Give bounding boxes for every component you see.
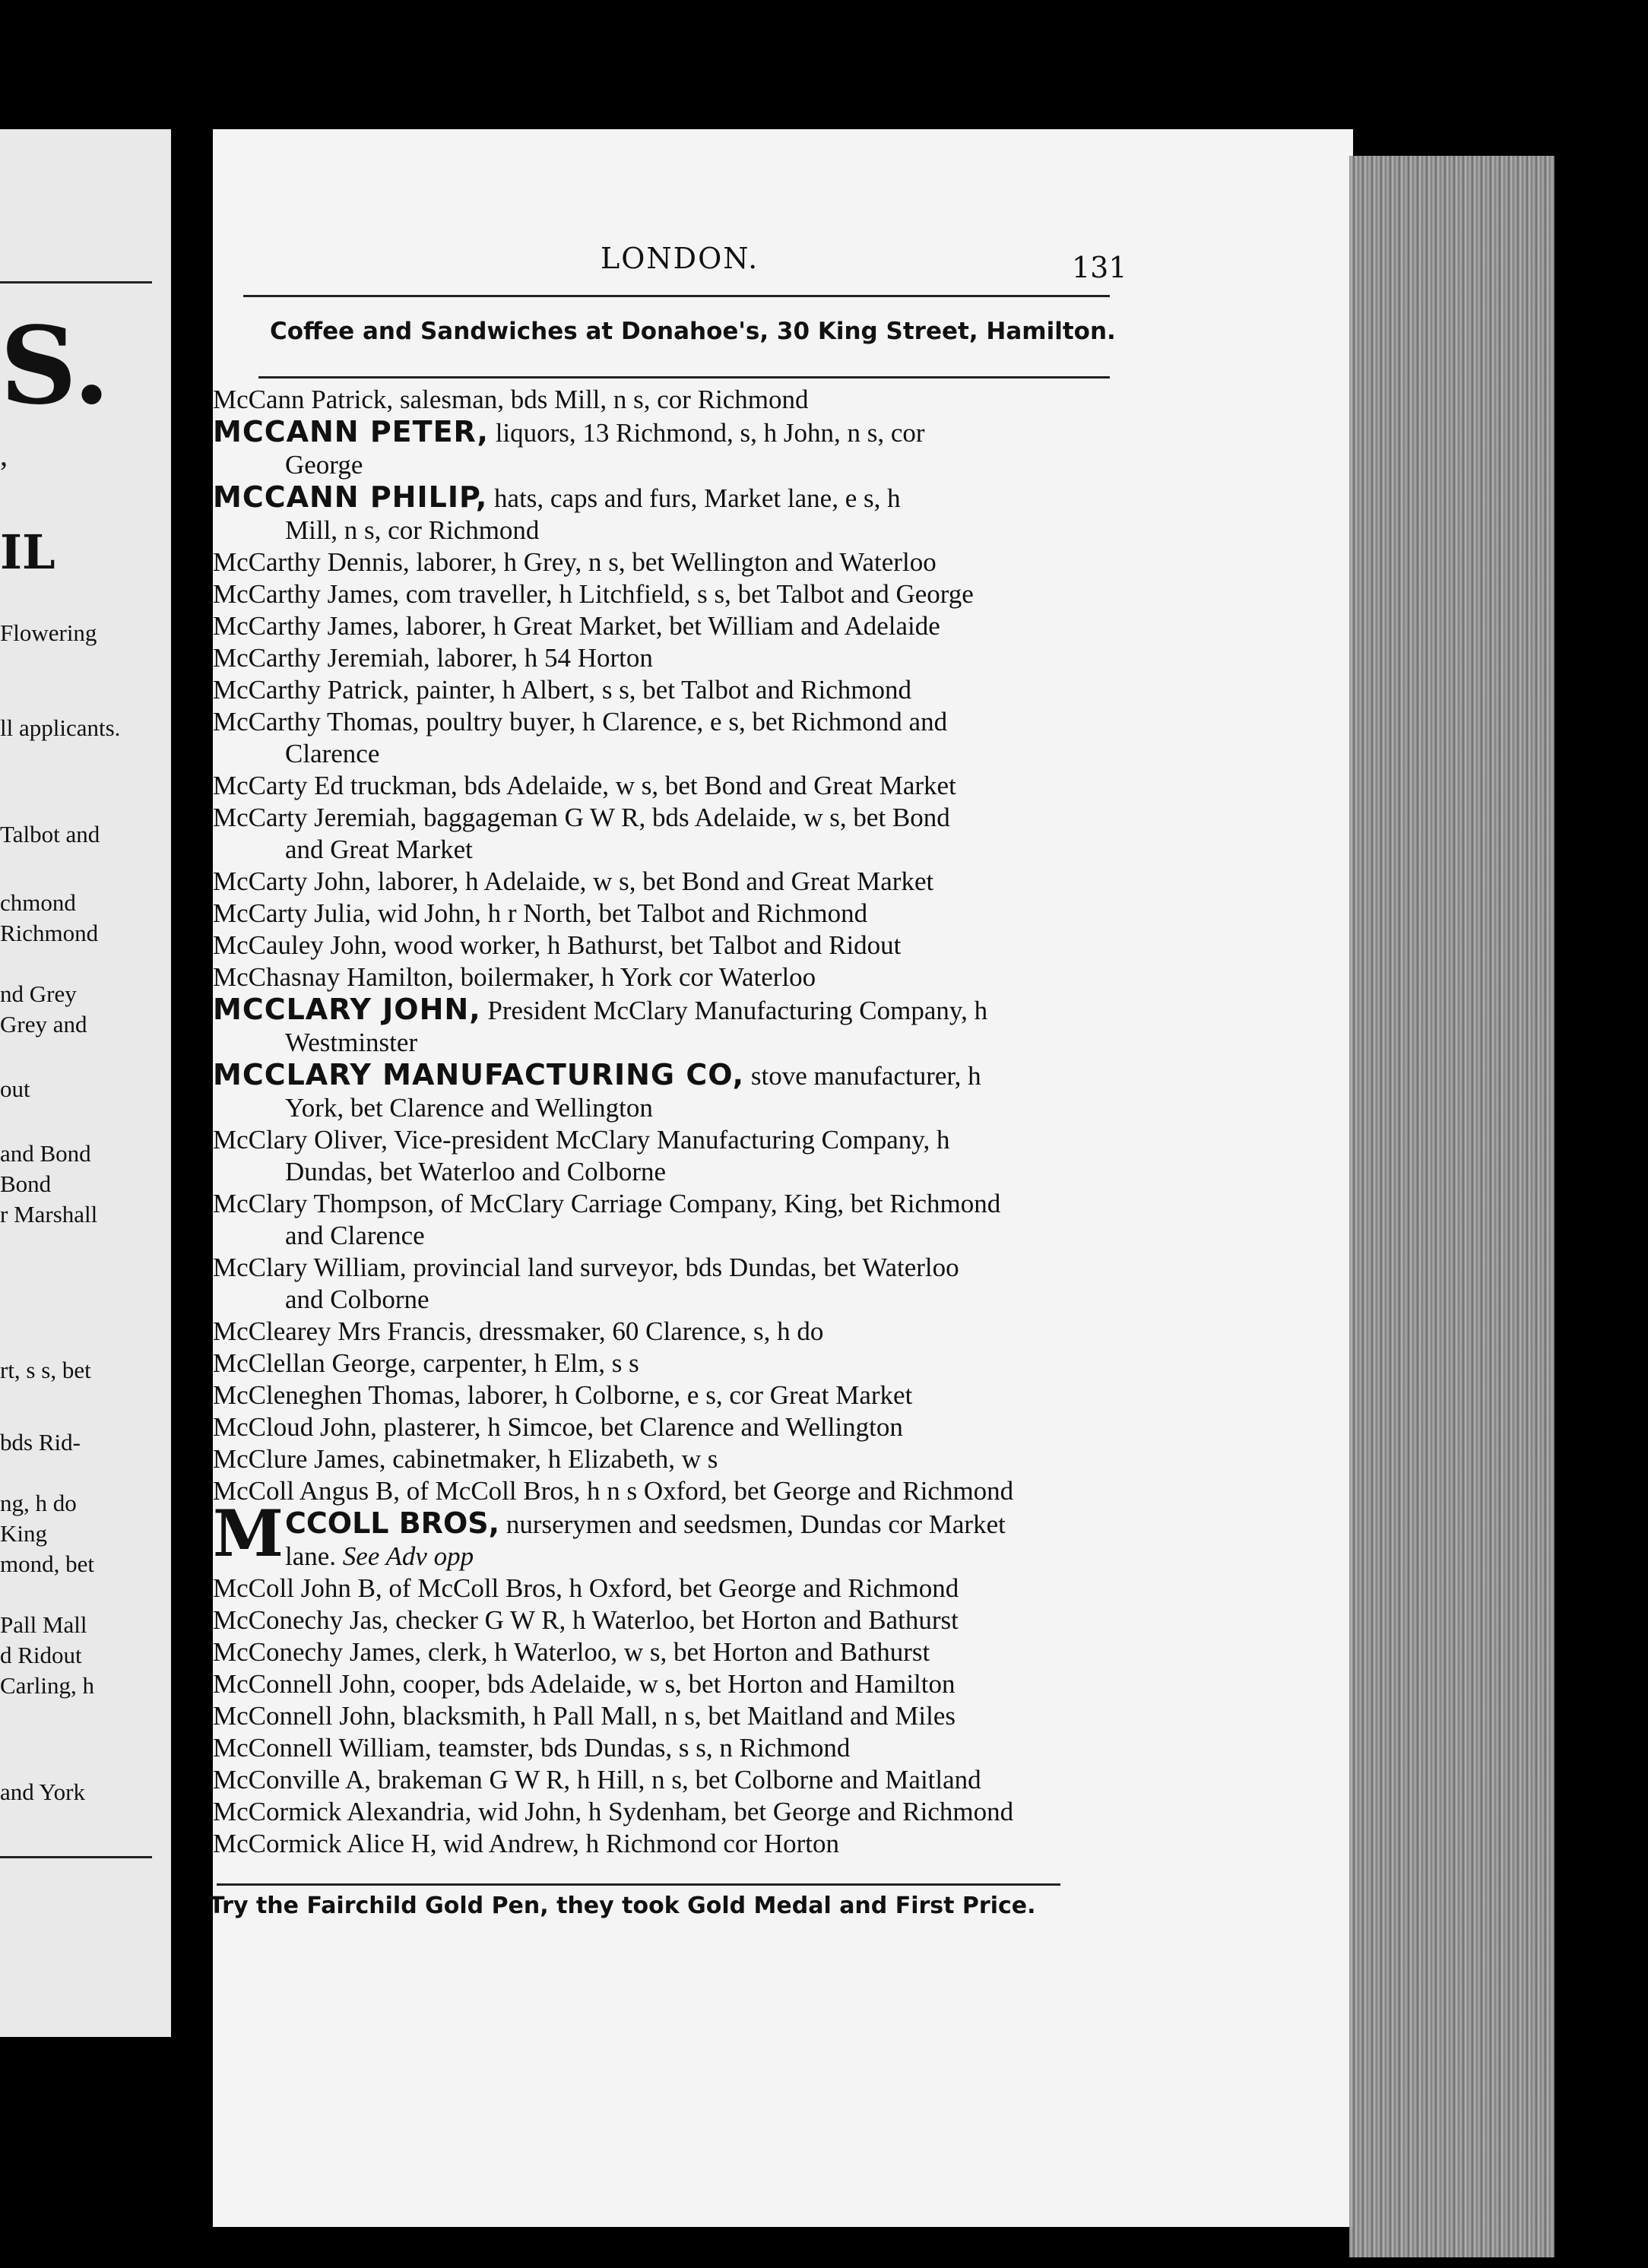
entry-details: nurserymen and seedsmen, Dundas cor Market <box>499 1509 1006 1539</box>
facing-page-fragment: nd Grey <box>0 980 77 1007</box>
facing-page-fragment: chmond <box>0 889 76 916</box>
header-rule <box>258 376 1110 379</box>
directory-entry <box>213 1475 1125 1507</box>
facing-page-rule <box>0 1856 152 1858</box>
entry-continuation-text: lane. <box>285 1541 337 1571</box>
facing-page-fragment: King <box>0 1520 47 1547</box>
entry-name: McCormick Alice H, <box>213 1829 437 1858</box>
facing-page-letters: IL <box>0 524 55 580</box>
directory-entry <box>213 1796 1125 1828</box>
entry-continuation-text: York, bet Clarence and Wellington <box>285 1093 653 1123</box>
facing-page-fragment: Carling, h <box>0 1672 94 1699</box>
entry-continuation-text: and Clarence <box>285 1221 425 1250</box>
entry-continuation <box>213 449 1125 481</box>
entry-details: President McClary Manufacturing Company, h <box>480 996 988 1025</box>
entry-details: cooper, bds Adelaide, w s, bet Horton and Hamilton <box>396 1669 956 1699</box>
entry-name: McCarthy James, <box>213 611 399 641</box>
facing-page-fragment: Bond <box>0 1170 52 1197</box>
directory-entry <box>213 481 1125 546</box>
facing-page-fragment: mond, bet <box>0 1551 94 1577</box>
directory-entry <box>213 1252 1125 1316</box>
entry-continuation-text: Mill, n s, cor Richmond <box>285 515 540 545</box>
entry-name: MCCLARY MANUFACTURING CO, <box>213 1058 745 1091</box>
directory-entry <box>213 770 1125 802</box>
entry-details: stove manufacturer, h <box>744 1061 981 1091</box>
directory-entry <box>213 384 1125 416</box>
entry-continuation <box>213 1027 1125 1059</box>
entry-details: clerk, h Waterloo, w s, bet Horton and Bathurst <box>421 1637 930 1667</box>
page-number: 131 <box>1072 251 1127 284</box>
entry-details: hats, caps and furs, Market lane, e s, h <box>487 483 901 513</box>
entry-continuation <box>213 1092 1125 1124</box>
facing-page-fragment: Grey and <box>0 1011 87 1037</box>
entry-name: McConnell William, <box>213 1733 432 1763</box>
facing-page-fragment: and York <box>0 1779 85 1805</box>
entry-continuation-text: and Colborne <box>285 1284 429 1314</box>
facing-page-fragment: ll applicants. <box>0 714 121 741</box>
entry-continuation <box>213 834 1125 866</box>
entry-name: McClure James, <box>213 1444 386 1474</box>
entry-details: laborer, h Grey, n s, bet Wellington and Waterloo <box>409 547 937 577</box>
entry-continuation <box>213 515 1125 546</box>
directory-entry <box>213 1636 1125 1668</box>
entry-name: McConville A, <box>213 1765 372 1794</box>
facing-page-fragment: Pall Mall <box>0 1611 87 1638</box>
facing-page-fragment: Richmond <box>0 920 99 946</box>
entry-details: laborer, h Adelaide, w s, bet Bond and Great Market <box>371 866 934 896</box>
entry-name: McColl Angus B, <box>213 1476 401 1506</box>
top-advertisement: Coffee and Sandwiches at Donahoe's, 30 King Street, Hamilton. <box>270 318 1116 345</box>
entry-continuation <box>213 1541 1125 1573</box>
entry-name: McCormick Alexandria, <box>213 1797 472 1826</box>
facing-page-fragment: and Bond <box>0 1140 91 1167</box>
entry-name: McClary Oliver, <box>213 1125 388 1155</box>
entry-continuation-text: Clarence <box>285 739 380 768</box>
running-head: LONDON. <box>601 242 759 275</box>
bottom-advertisement: Try the Fairchild Gold Pen, they took Gold Medal and First Price. <box>209 1893 1036 1919</box>
entry-name: McCleneghen Thomas, <box>213 1380 461 1410</box>
entry-details: boilermaker, h York cor Waterloo <box>453 962 816 992</box>
entry-name: McColl John B, <box>213 1573 382 1603</box>
directory-entry <box>213 866 1125 898</box>
facing-page-fragment: ng, h do <box>0 1490 77 1516</box>
directory-entry <box>213 961 1125 993</box>
facing-page-fragment: rt, s s, bet <box>0 1357 91 1383</box>
directory-entry <box>213 578 1125 610</box>
entry-name: MCCLARY JOHN, <box>213 993 481 1026</box>
entry-details: teamster, bds Dundas, s s, n Richmond <box>431 1733 851 1763</box>
entry-details: laborer, h Colborne, e s, cor Great Market <box>460 1380 913 1410</box>
entry-details: dressmaker, 60 Clarence, s, h do <box>472 1316 824 1346</box>
entry-name: McConechy James, <box>213 1637 422 1667</box>
entry-name: McCarthy Patrick, <box>213 675 410 705</box>
entry-details: painter, h Albert, s s, bet Talbot and Richmond <box>409 675 911 705</box>
directory-entry <box>213 1316 1125 1348</box>
facing-page <box>0 129 171 2037</box>
directory-entry <box>213 416 1125 481</box>
directory-entry <box>213 1764 1125 1796</box>
entry-continuation <box>213 738 1125 770</box>
entry-name: McCarthy Jeremiah, <box>213 643 430 673</box>
directory-entry <box>213 642 1125 674</box>
entry-details: of McColl Bros, h Oxford, bet George and Richmond <box>382 1573 959 1603</box>
entry-details: wid Andrew, h Richmond cor Horton <box>436 1829 839 1858</box>
entry-name: McClellan George, <box>213 1348 417 1378</box>
facing-page-fragment: Flowering <box>0 619 97 646</box>
facing-page-fragment: r Marshall <box>0 1201 98 1227</box>
directory-entry <box>213 1496 1125 1573</box>
footer-rule <box>217 1883 1060 1886</box>
entry-details: plasterer, h Simcoe, bet Clarence and Wellington <box>376 1412 903 1442</box>
directory-entry <box>213 1828 1125 1860</box>
directory-entry <box>213 993 1125 1059</box>
entry-details: provincial land surveyor, bds Dundas, bet Waterloo <box>406 1253 959 1282</box>
directory-entry <box>213 1379 1125 1411</box>
entry-name: McCarty John, <box>213 866 372 896</box>
entry-continuation <box>213 1220 1125 1252</box>
directory-entry <box>213 1188 1125 1252</box>
entry-name: McConnell John, <box>213 1701 397 1731</box>
entry-name: McClary William, <box>213 1253 407 1282</box>
entry-details: checker G W R, h Waterloo, bet Horton and Bathurst <box>388 1605 959 1635</box>
entry-name: McCarty Ed <box>213 771 344 800</box>
entry-name: MCCANN PETER, <box>213 415 489 448</box>
facing-page-fragment: , <box>0 438 8 472</box>
entry-details: truckman, bds Adelaide, w s, bet Bond and Great Market <box>344 771 956 800</box>
entry-details: brakeman G W R, h Hill, n s, bet Colborne and Maitland <box>371 1765 981 1794</box>
entry-details: wid John, h Sydenham, bet George and Richmond <box>471 1797 1014 1826</box>
entry-details: liquors, 13 Richmond, s, h John, n s, cor <box>488 418 925 448</box>
directory-entry <box>213 610 1125 642</box>
facing-page-fragment: out <box>0 1075 30 1102</box>
entry-name: McCarty Jeremiah, <box>213 803 417 832</box>
entry-continuation-text: Westminster <box>285 1028 418 1057</box>
facing-page-rule <box>0 281 152 284</box>
directory-entry <box>213 706 1125 770</box>
facing-page-fragment: d Ridout <box>0 1642 82 1668</box>
entry-details: cabinetmaker, h Elizabeth, w s <box>385 1444 718 1474</box>
entry-details: laborer, h 54 Horton <box>429 643 653 673</box>
facing-page-fragment: Talbot and <box>0 821 100 847</box>
page-edge <box>1349 156 1555 2257</box>
directory-entry <box>213 546 1125 578</box>
entry-continuation <box>213 1284 1125 1316</box>
entry-name: McClearey Mrs Francis, <box>213 1316 473 1346</box>
directory-entry <box>213 1604 1125 1636</box>
directory-entry <box>213 802 1125 866</box>
facing-page-fragment: bds Rid- <box>0 1429 81 1456</box>
entry-name: McConechy Jas, <box>213 1605 389 1635</box>
directory-listing <box>213 384 1125 1860</box>
entry-name: McCarthy Dennis, <box>213 547 410 577</box>
directory-entry <box>213 1124 1125 1188</box>
directory-entry <box>213 1348 1125 1379</box>
entry-continuation-text: and Great Market <box>285 835 473 864</box>
entry-details: wid John, h r North, bet Talbot and Richmond <box>371 898 868 928</box>
entry-details: wood worker, h Bathurst, bet Talbot and Ridout <box>387 930 902 960</box>
directory-entry <box>213 1700 1125 1732</box>
entry-details: of McClary Carriage Company, King, bet Richmond <box>434 1189 1001 1218</box>
entry-continuation-text: Dundas, bet Waterloo and Colborne <box>285 1157 667 1186</box>
facing-page-letter: S. <box>0 304 110 429</box>
entry-details: of McColl Bros, h n s Oxford, bet George and Richmond <box>400 1476 1014 1506</box>
entry-details: Vice-president McClary Manufacturing Company, h <box>387 1125 950 1155</box>
entry-name: McCloud John, <box>213 1412 377 1442</box>
entry-name: McCarthy Thomas, <box>213 707 420 736</box>
directory-entry <box>213 1573 1125 1604</box>
entry-name: McClary Thompson, <box>213 1189 435 1218</box>
entry-continuation-text: George <box>285 450 363 480</box>
entry-name: McCarthy James, <box>213 579 399 609</box>
entry-continuation <box>213 1156 1125 1188</box>
advertisement-reference: See Adv opp <box>342 1541 474 1571</box>
entry-name: McChasnay Hamilton, <box>213 962 454 992</box>
entry-details: blacksmith, h Pall Mall, n s, bet Maitland and Miles <box>396 1701 956 1731</box>
entry-name: MCCANN PHILIP, <box>213 480 488 514</box>
entry-name: McCann Patrick, <box>213 385 394 414</box>
directory-entry <box>213 1732 1125 1764</box>
directory-entry <box>213 898 1125 930</box>
directory-entry <box>213 1443 1125 1475</box>
entry-name: McConnell John, <box>213 1669 397 1699</box>
directory-entry <box>213 1059 1125 1124</box>
entry-name: CCOLL BROS, <box>284 1506 500 1540</box>
directory-entry <box>213 1668 1125 1700</box>
header-rule <box>243 295 1110 297</box>
directory-entry <box>213 930 1125 961</box>
entry-details: com traveller, h Litchfield, s s, bet Talbot and George <box>398 579 974 609</box>
directory-entry <box>213 674 1125 706</box>
entry-initial: M <box>213 1496 284 1571</box>
entry-name: McCauley John, <box>213 930 388 960</box>
entry-details: baggageman G W R, bds Adelaide, w s, bet Bond <box>417 803 950 832</box>
entry-name: McCarty Julia, <box>213 898 372 928</box>
entry-details: poultry buyer, h Clarence, e s, bet Richmond and <box>419 707 948 736</box>
entry-details: salesman, bds Mill, n s, cor Richmond <box>393 385 809 414</box>
directory-entry <box>213 1411 1125 1443</box>
entry-details: carpenter, h Elm, s s <box>416 1348 639 1378</box>
entry-details: laborer, h Great Market, bet William and Adelaide <box>398 611 940 641</box>
